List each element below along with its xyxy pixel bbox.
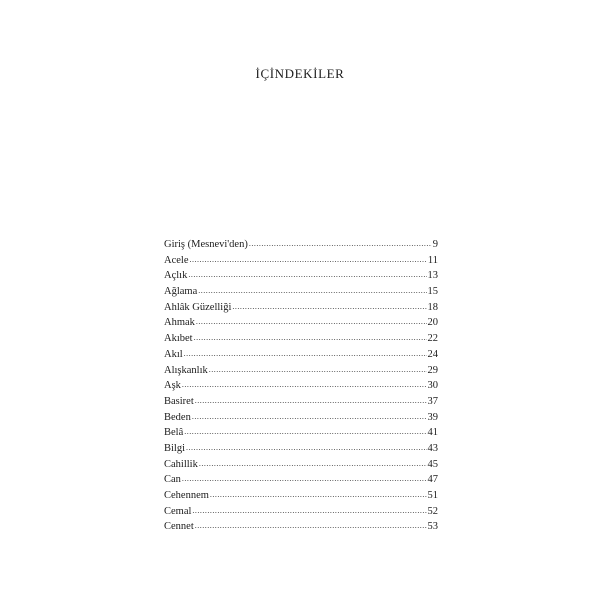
toc-entry-label: Cahillik: [164, 458, 198, 470]
dot-leader: [182, 377, 427, 393]
toc-entry-page-number: 22: [427, 333, 438, 345]
toc-entry-label: Cemal: [164, 505, 192, 517]
toc-entry-label: Açlık: [164, 270, 188, 282]
toc-entry-page-number: 45: [427, 458, 438, 470]
toc-entry: [164, 284, 438, 300]
toc-entry-label: Cennet: [164, 521, 194, 533]
dot-leader: [196, 314, 427, 330]
dot-leader: [184, 346, 427, 362]
toc-entry-page-number: 29: [427, 364, 438, 376]
toc-entry-label: Basiret: [164, 395, 194, 407]
toc-entry: [164, 488, 438, 504]
page-title: İÇİNDEKİLER: [255, 66, 345, 81]
toc-entry-page-number: 30: [427, 380, 438, 392]
toc-entry-page-number: 51: [427, 490, 438, 501]
toc-entry-page-number: 9: [432, 239, 438, 250]
toc-entry-page-number: 18: [427, 301, 438, 313]
toc-entry-label: Ahmak: [164, 317, 195, 329]
dot-leader: [195, 393, 427, 409]
toc-entry: [164, 519, 438, 535]
toc-entry-label: Acele: [164, 254, 189, 266]
toc-entry: [164, 441, 438, 457]
toc-entry-page-number: 24: [427, 348, 438, 360]
dot-leader: [192, 503, 426, 519]
toc-entry: [164, 363, 438, 379]
toc-entry: [164, 315, 438, 331]
dot-leader: [198, 283, 426, 299]
toc-entry-label: Bilgi: [164, 442, 186, 454]
dot-leader: [186, 440, 426, 456]
dot-leader: [210, 487, 427, 503]
toc-entry-label: Aşk: [164, 380, 181, 392]
dot-leader: [182, 471, 427, 487]
toc-entry: [164, 472, 438, 488]
dot-leader: [195, 518, 427, 534]
dot-leader: [184, 424, 426, 440]
toc-entry: [164, 457, 438, 473]
toc-entry: [164, 331, 438, 347]
toc-entry-page-number: 39: [427, 411, 438, 423]
toc-entry-label: Can: [164, 474, 181, 486]
toc-entry: [164, 347, 438, 363]
toc-entry-label: Akıl: [164, 348, 183, 360]
toc-entry-label: Akıbet: [164, 333, 193, 345]
dot-leader: [249, 236, 432, 252]
toc-entry-page-number: 11: [427, 254, 438, 266]
toc-entry-page-number: 43: [427, 442, 438, 454]
toc-entry-page-number: 15: [427, 286, 438, 298]
dot-leader: [194, 330, 427, 346]
dot-leader: [199, 456, 427, 472]
dot-leader: [209, 362, 427, 378]
toc-entry-label: Beden: [164, 411, 191, 423]
toc-entry: [164, 237, 438, 253]
toc-entry: [164, 300, 438, 316]
toc-entry: [164, 253, 438, 269]
toc-entry-label: Ağlama: [164, 286, 198, 298]
toc-entry-page-number: 13: [427, 270, 438, 282]
toc-entry-page-number: 52: [427, 505, 438, 517]
toc-entry-label: Cehennem: [164, 490, 209, 501]
toc-entry: [164, 504, 438, 520]
toc-entry: [164, 268, 438, 284]
toc-entry-page-number: 20: [427, 317, 438, 329]
table-of-contents: [164, 237, 438, 535]
toc-entry-label: Alışkanlık: [164, 364, 208, 376]
toc-entry-label: Ahlâk Güzelliği: [164, 301, 232, 313]
dot-leader: [188, 267, 426, 283]
toc-entry-page-number: 37: [427, 395, 438, 407]
toc-entry-page-number: 41: [427, 427, 438, 439]
toc-entry: [164, 425, 438, 441]
toc-entry: [164, 410, 438, 426]
dot-leader: [192, 409, 427, 425]
toc-entry-page-number: 47: [427, 474, 438, 486]
toc-entry: [164, 378, 438, 394]
toc-entry-label: Giriş (Mesnevi'den): [164, 239, 248, 250]
toc-entry-page-number: 53: [427, 521, 438, 533]
toc-entry: [164, 394, 438, 410]
toc-entry-label: Belâ: [164, 427, 184, 439]
dot-leader: [189, 252, 426, 268]
dot-leader: [232, 299, 426, 315]
